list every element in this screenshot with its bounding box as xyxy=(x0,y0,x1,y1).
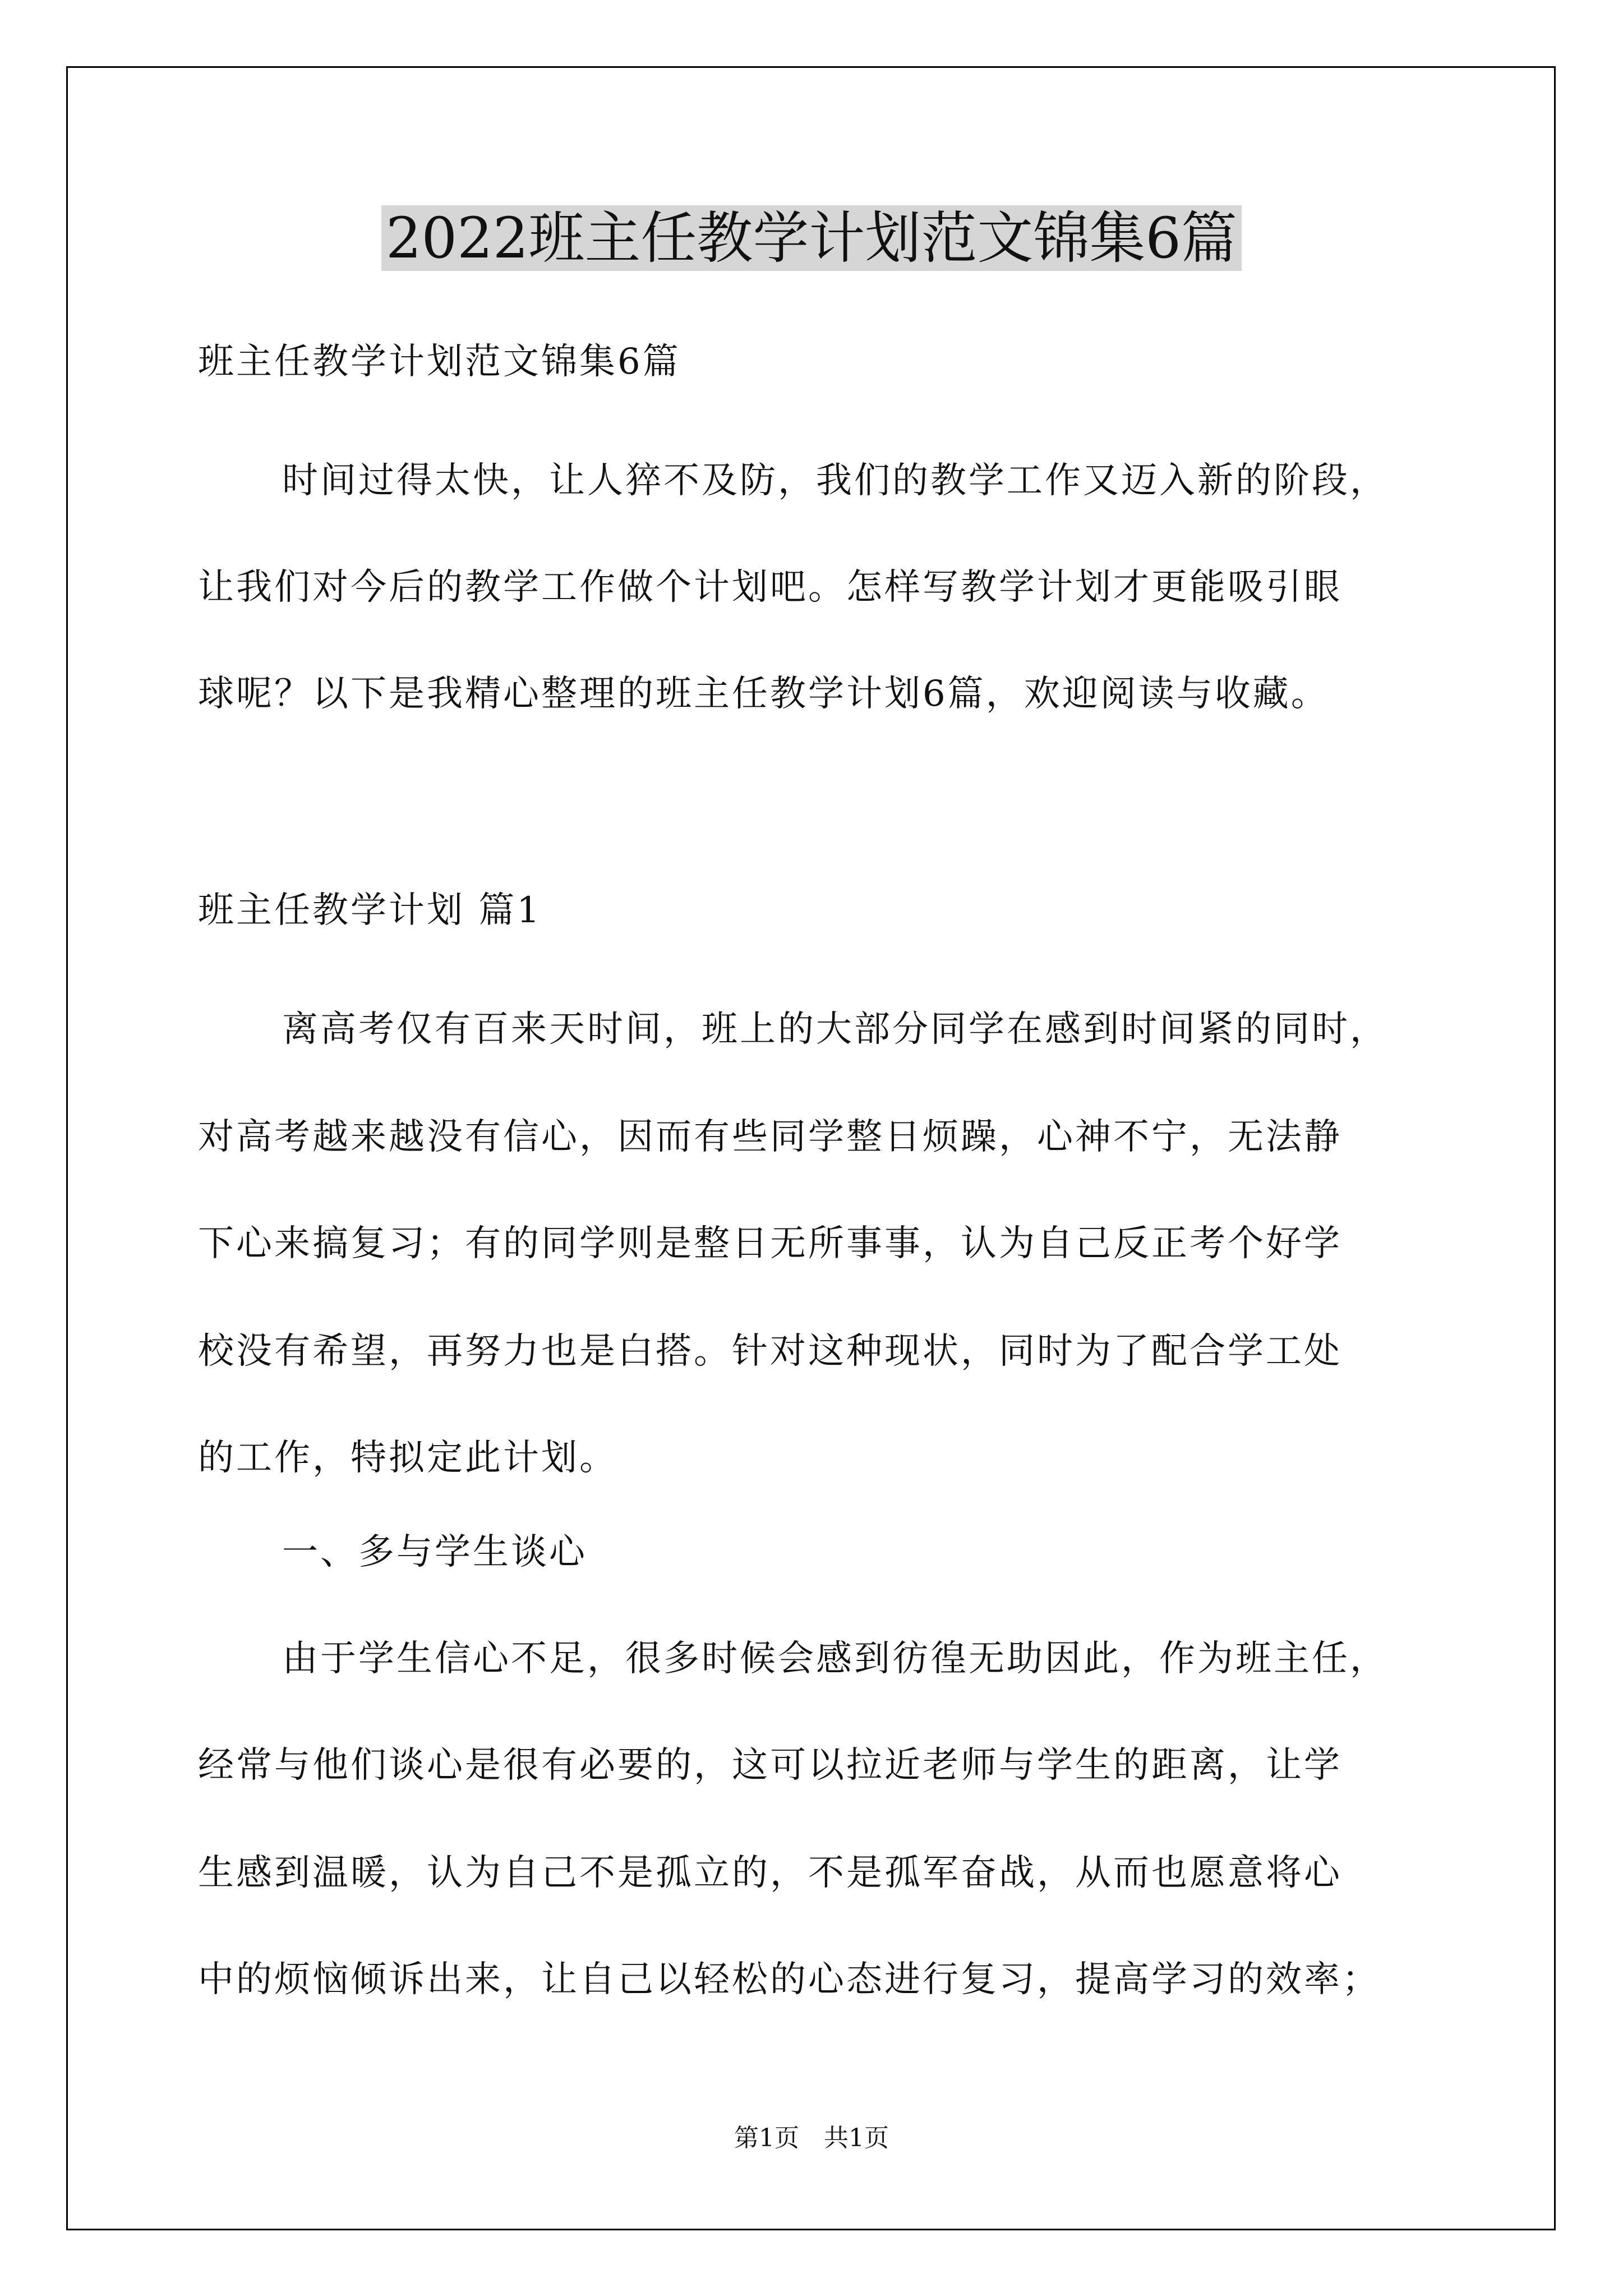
paragraph-line: 校没有希望，再努力也是白搭。针对这种现状，同时为了配合学工处 xyxy=(198,1331,1342,1372)
paragraph-line: 对高考越来越没有信心，因而有些同学整日烦躁，心神不宁，无法静 xyxy=(198,1116,1342,1158)
paragraph-line: 生感到温暖，认为自己不是孤立的，不是孤军奋战，从而也愿意将心 xyxy=(198,1852,1342,1894)
paragraph-line: 由于学生信心不足，很多时候会感到彷徨无助因此，作为班主任， xyxy=(282,1638,1388,1680)
document-title xyxy=(0,199,1623,278)
page-footer: 第1页 共1页 xyxy=(734,2124,889,2152)
paragraph-line: 中的烦恼倾诉出来，让自己以轻松的心态进行复习，提高学习的效率； xyxy=(198,1959,1380,2000)
paragraph-line: 的工作，特拟定此计划。 xyxy=(198,1437,617,1479)
paragraph-line: 经常与他们谈心是很有必要的，这可以拉近老师与学生的距离，让学 xyxy=(198,1745,1342,1786)
document-title-text: 2022班主任教学计划范文锦集6篇 xyxy=(381,205,1242,271)
intro-line: 时间过得太快，让人猝不及防，我们的教学工作又迈入新的阶段， xyxy=(282,460,1388,501)
paragraph-line: 下心来搞复习；有的同学则是整日无所事事，认为自己反正考个好学 xyxy=(198,1223,1342,1264)
paragraph-line: 离高考仅有百来天时间，班上的大部分同学在感到时间紧的同时， xyxy=(282,1009,1388,1050)
item-heading: 一、多与学生谈心 xyxy=(282,1531,587,1573)
document-subtitle: 班主任教学计划范文锦集6篇 xyxy=(198,341,681,383)
section-heading: 班主任教学计划 篇1 xyxy=(198,890,542,931)
intro-line: 球呢？以下是我精心整理的班主任教学计划6篇，欢迎阅读与收藏。 xyxy=(198,673,1329,715)
intro-line: 让我们对今后的教学工作做个计划吧。怎样写教学计划才更能吸引眼 xyxy=(198,567,1342,608)
